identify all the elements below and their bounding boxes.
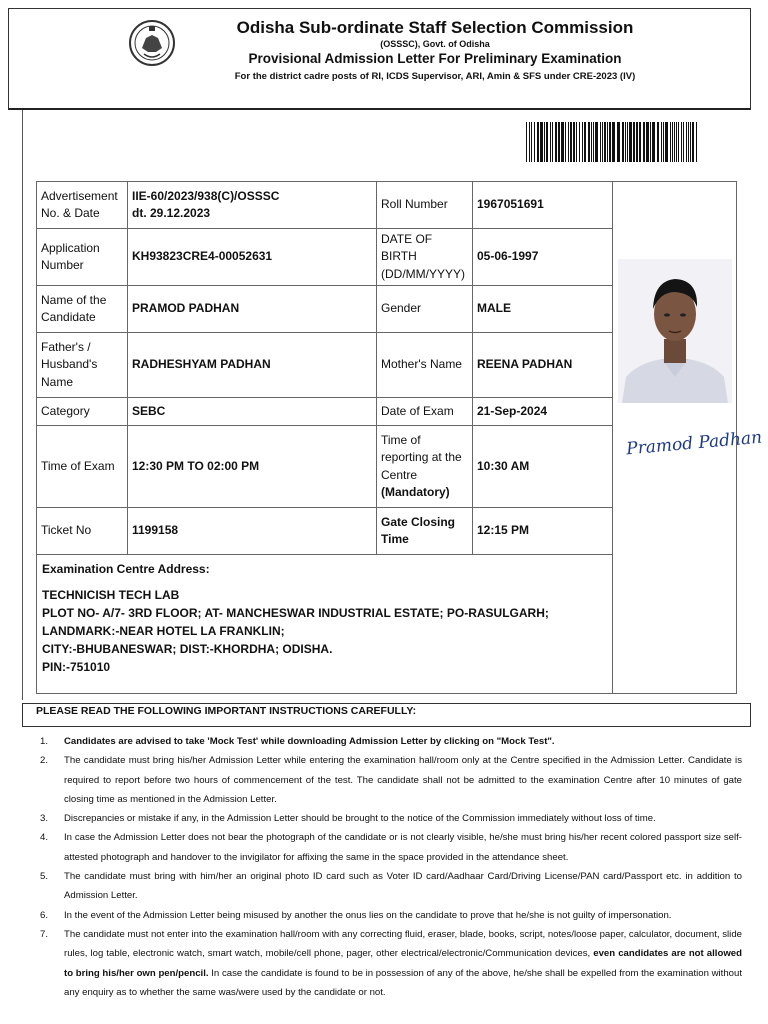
barcode-bar: [600, 122, 601, 162]
barcode-bar: [625, 122, 626, 162]
candidate-signature: [622, 418, 763, 468]
ticket-value: 1199158: [128, 508, 377, 555]
barcode-bar: [558, 122, 560, 162]
name-label: Name of the Candidate: [37, 286, 128, 333]
barcode-bar: [607, 122, 608, 162]
barcode-bar: [639, 122, 641, 162]
time-value: 12:30 PM TO 02:00 PM: [128, 426, 377, 508]
frame-line: [22, 110, 23, 700]
org-name: Odisha Sub-ordinate Staff Selection Commission: [236, 18, 634, 37]
svg-text:Pramod Padhan: Pramod Padhan: [625, 427, 763, 460]
dob-label: DATE OF BIRTH (DD/MM/YYYY): [377, 229, 473, 286]
odisha-emblem-icon: [128, 18, 176, 68]
barcode-bar: [582, 122, 583, 162]
barcode-bar: [633, 122, 635, 162]
instruction-item: 1. Candidates are advised to take 'Mock Test' while downloading Admission Letter by clicking on "Mock Test".: [40, 736, 555, 747]
barcode-bar: [678, 122, 679, 162]
instruction-item: 4. In case the Admission Letter does not bear the photograph of the candidate or is not clearly visible, he/she must bring his/her recent colored passport size self-attested photograph and handover to the invigilator for affixing the same in the space provided in the attendance sheet.: [40, 832, 742, 863]
barcode-bar: [674, 122, 675, 162]
barcode-bar: [617, 122, 620, 162]
barcode-bar: [579, 122, 580, 162]
barcode: [526, 122, 700, 162]
barcode-bar: [550, 122, 551, 162]
barcode-bar: [612, 122, 615, 162]
roll-value: 1967051691: [473, 182, 613, 229]
barcode-bar: [568, 122, 569, 162]
barcode-bar: [650, 122, 651, 162]
ticket-label: Ticket No: [37, 508, 128, 555]
gender-label: Gender: [377, 286, 473, 333]
exam-date-value: 21-Sep-2024: [473, 398, 613, 426]
barcode-bar: [544, 122, 545, 162]
gate-value: 12:15 PM: [473, 508, 613, 555]
barcode-bar: [540, 122, 543, 162]
instructions-list: [40, 732, 742, 1002]
barcode-bar: [565, 122, 566, 162]
letter-title: Provisional Admission Letter For Preliminary Examination: [248, 51, 622, 66]
barcode-bar: [552, 122, 553, 162]
barcode-bar: [534, 122, 535, 162]
dob-value: 05-06-1997: [473, 229, 613, 286]
barcode-bar: [657, 122, 659, 162]
centre-line3: CITY:-BHUBANESWAR; DIST:-KHORDHA; ODISHA.: [42, 642, 333, 657]
barcode-bar: [584, 122, 586, 162]
app-label: Application Number: [37, 229, 128, 286]
category-label: Category: [37, 398, 128, 426]
gate-label: Gate Closing Time: [377, 508, 473, 555]
barcode-bar: [636, 122, 638, 162]
instruction-item: 6. In the event of the Admission Letter being misused by another the onus lies on the candidate to prove that he/she is not guilty of impersonation.: [40, 909, 672, 921]
barcode-bar: [692, 122, 694, 162]
barcode-bar: [627, 122, 628, 162]
roll-label: Roll Number: [377, 182, 473, 229]
barcode-bar: [576, 122, 577, 162]
reporting-value: 10:30 AM: [473, 426, 613, 508]
instructions-title: PLEASE READ THE FOLLOWING IMPORTANT INSTRUCTIONS CAREFULLY:: [36, 705, 417, 717]
father-label: Father's / Husband's Name: [37, 333, 128, 398]
barcode-bar: [696, 122, 697, 162]
centre-line1: TECHNICISH TECH LAB: [42, 588, 180, 603]
barcode-bar: [681, 122, 682, 162]
barcode-bar: [665, 122, 668, 162]
barcode-bar: [670, 122, 671, 162]
instruction-item: 7. The candidate must not enter into the examination hall/room with any correcting fluid, eraser, blade, books, script, notes/loose paper, calculator, document, slide rules, log table, electronic watch, smart watch, mobile/cell phone, pager, other electrical/electronic/Communication devices, even candidates are not allowed to bring his/her own pen/pencil. In case the candidate is found to be in possession of any of the above, he/she shall be expelled from the examination without any enquiry as to whether the same was/were used by the candidate or not.: [40, 928, 742, 998]
mother-label: Mother's Name: [377, 333, 473, 398]
centre-line2: PLOT NO- A/7- 3RD FLOOR; AT- MANCHESWAR INDUSTRIAL ESTATE; PO-RASULGARH; LANDMARK:-NEAR HOTEL LA FRANKLIN;: [42, 606, 549, 639]
instruction-item: 5. The candidate must bring with him/her an original photo ID card such as Voter ID card/Aadhaar Card/Driving License/PAN card/Passport etc. in addition to Admission Letter.: [40, 871, 742, 902]
barcode-bar: [595, 122, 598, 162]
barcode-bar: [629, 122, 632, 162]
barcode-bar: [555, 122, 557, 162]
reporting-label: Time of reporting at the Centre (Mandatory): [377, 426, 473, 508]
instruction-item: 2. The candidate must bring his/her Admission Letter while entering the examination hall/room only at the Centre specified in the Admission Letter. Candidate is required to report before two hours of commencement of the test. The candidate shall not be admitted to the examination Centre after 10 minutes of gate closing time as mentioned in the Admission Letter.: [40, 755, 742, 805]
advt-label: Advertisement No. & Date: [37, 182, 128, 229]
barcode-bar: [686, 122, 687, 162]
barcode-bar: [646, 122, 649, 162]
gender-value: MALE: [473, 286, 613, 333]
barcode-bar: [593, 122, 594, 162]
barcode-bar: [663, 122, 664, 162]
father-value: RADHESHYAM PADHAN: [128, 333, 377, 398]
centre-address: [37, 555, 613, 694]
barcode-bar: [683, 122, 684, 162]
centre-line4: PIN:-751010: [42, 660, 111, 675]
barcode-bar: [609, 122, 611, 162]
centre-label: Examination Centre Address:: [42, 562, 210, 577]
barcode-bar: [570, 122, 572, 162]
barcode-bar: [643, 122, 645, 162]
time-label: Time of Exam: [37, 426, 128, 508]
exam-date-label: Date of Exam: [377, 398, 473, 426]
category-value: SEBC: [128, 398, 377, 426]
barcode-bar: [573, 122, 575, 162]
barcode-bar: [622, 122, 624, 162]
advt-value: IIE-60/2023/938(C)/OSSSC dt. 29.12.2023: [128, 182, 377, 229]
barcode-bar: [537, 122, 539, 162]
barcode-bar: [561, 122, 564, 162]
barcode-bar: [688, 122, 689, 162]
barcode-bar: [526, 122, 527, 162]
barcode-bar: [676, 122, 677, 162]
barcode-bar: [546, 122, 548, 162]
barcode-bar: [661, 122, 662, 162]
barcode-bar: [531, 122, 532, 162]
posts-line: For the district cadre posts of RI, ICDS Supervisor, ARI, Amin & SFS under CRE-2023 (IV): [234, 71, 636, 82]
candidate-photo: [618, 259, 732, 403]
barcode-bar: [602, 122, 603, 162]
instruction-item: 3. Discrepancies or mistake if any, in the Admission Letter should be brought to the notice of the Commission immediately without loss of time.: [40, 813, 656, 825]
barcode-bar: [690, 122, 691, 162]
barcode-bar: [652, 122, 655, 162]
name-value: PRAMOD PADHAN: [128, 286, 377, 333]
barcode-bar: [604, 122, 606, 162]
app-value: KH93823CRE4-00052631: [128, 229, 377, 286]
barcode-bar: [529, 122, 530, 162]
barcode-bar: [588, 122, 590, 162]
mother-value: REENA PADHAN: [473, 333, 613, 398]
org-subtitle: (OSSSC), Govt. of Odisha: [380, 39, 490, 49]
barcode-bar: [672, 122, 673, 162]
barcode-bar: [591, 122, 592, 162]
